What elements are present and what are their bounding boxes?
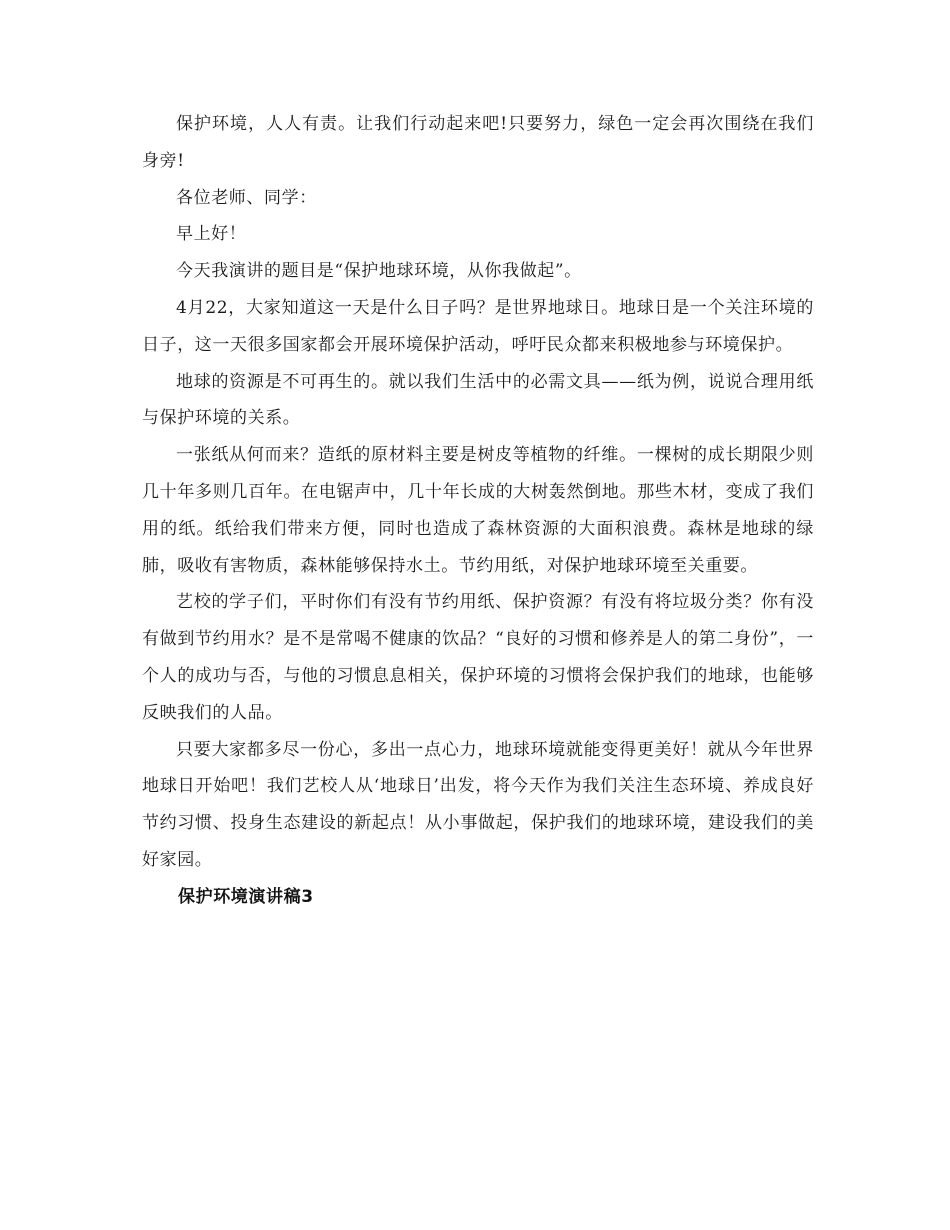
paragraph-closing: 保护环境，人人有责。让我们行动起来吧!只要努力，绿色一定会再次围绕在我们身旁!	[142, 114, 814, 171]
document-body	[142, 106, 814, 916]
paragraph-salutation: 各位老师、同学：	[176, 187, 317, 208]
paragraph-paper-origin: 一张纸从何而来？造纸的原材料主要是树皮等植物的纤维。一棵树的成长期限少则几十年多则几百年。在电锯声中，几十年长成的大树轰然倒地。那些木材，变成了我们用的纸。纸给我们带来方便，同时也造成了森林资源的大面积浪费。森林是地球的绿肺，吸收有害物质，森林能够保持水土。节约用纸，对保护地球环境至关重要。	[142, 445, 814, 576]
section-heading: 保护环境演讲稿3	[178, 886, 314, 907]
paragraph-topic: 今天我演讲的题目是“保护地球环境，从你我做起”。	[176, 261, 582, 282]
paragraph-habits: 艺校的学子们，平时你们有没有节约用纸、保护资源？有没有将垃圾分类？你有没有做到节约用水？是不是常喝不健康的饮品？“良好的习惯和修养是人的第二身份”，一个人的成功与否，与他的习惯息息相关，保护环境的习惯将会保护我们的地球，也能够反映我们的人品。	[142, 592, 814, 723]
paragraph-greeting: 早上好！	[176, 224, 247, 245]
paragraph-earth-day: 4月22，大家知道这一天是什么日子吗？是世界地球日。地球日是一个关注环境的日子，这一天很多国家都会开展环境保护活动，呼吁民众都来积极地参与环境保护。	[142, 297, 814, 355]
paragraph-resources: 地球的资源是不可再生的。就以我们生活中的必需文具——纸为例，说说合理用纸与保护环境的关系。	[142, 371, 814, 429]
paragraph-call-to-action: 只要大家都多尽一份心，多出一点心力，地球环境就能变得更美好！就从今年世界地球日开始吧！我们艺校人从‘地球日’出发，将今天作为我们关注生态环境、养成良好节约习惯、投身生态建设的新起点！从小事做起，保护我们的地球环境，建设我们的美好家园。	[142, 739, 814, 870]
